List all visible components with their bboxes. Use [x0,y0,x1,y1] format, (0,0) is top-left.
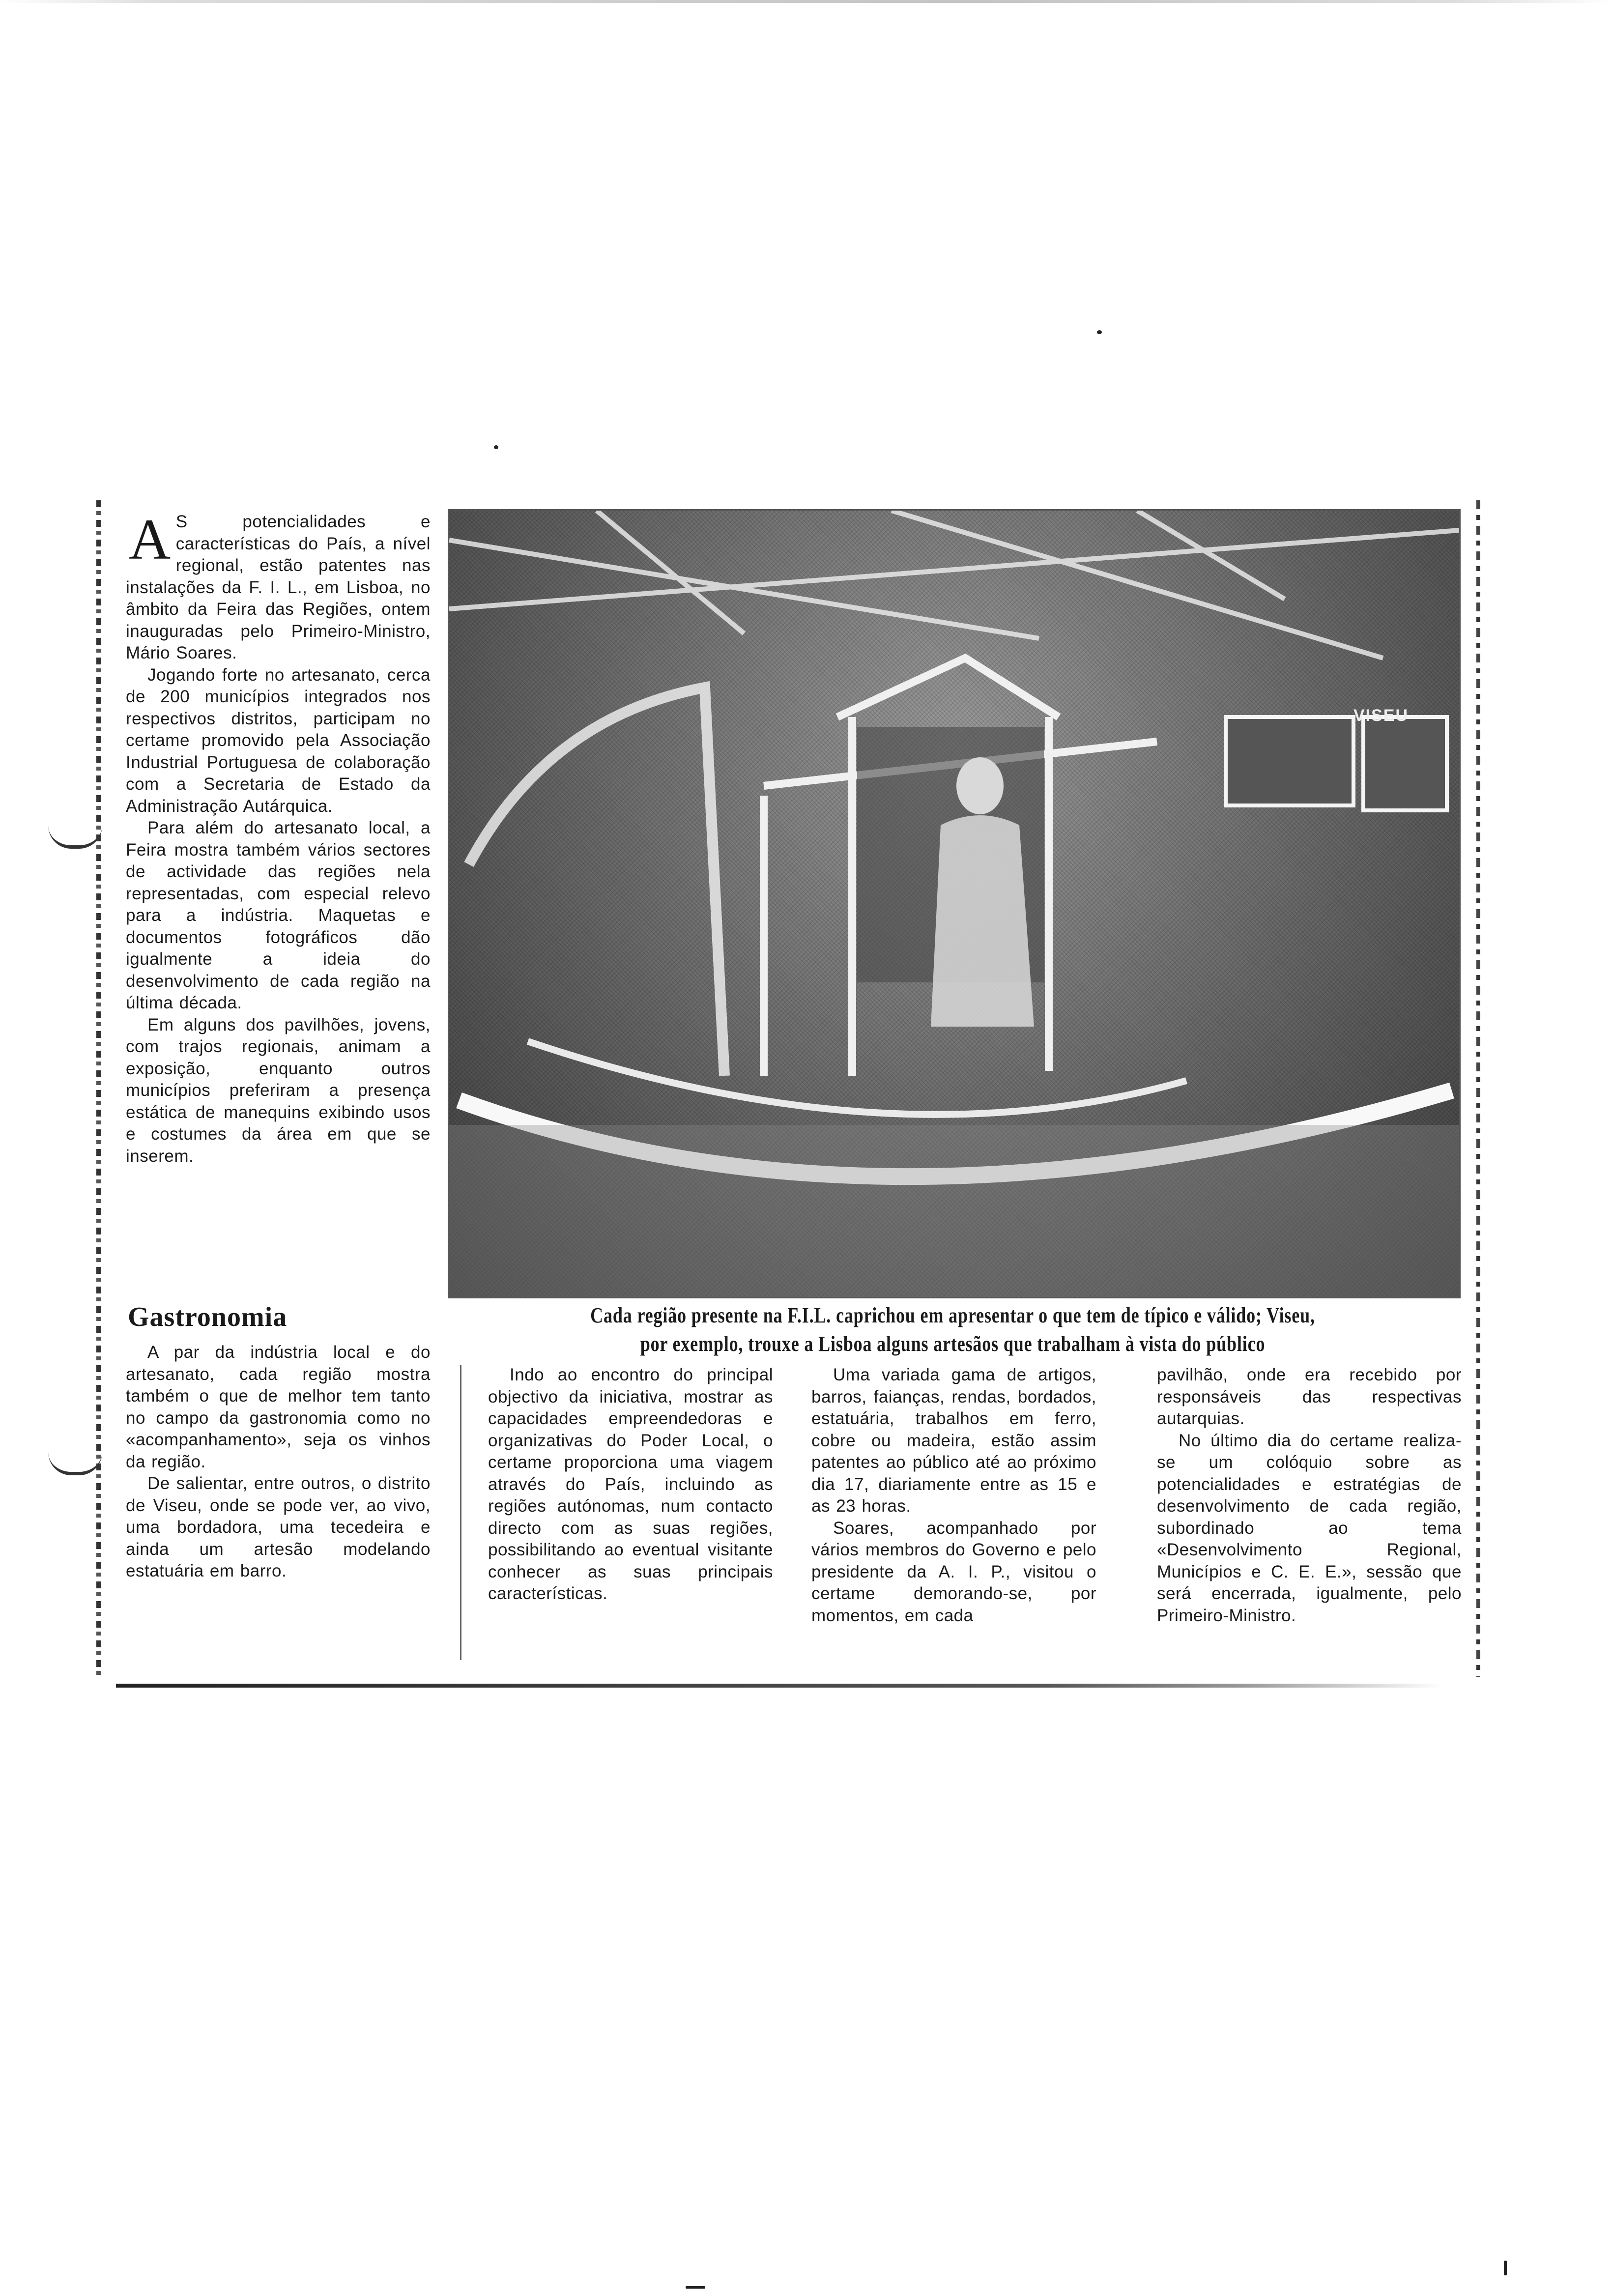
photo-scene [449,511,1459,1297]
newspaper-clipping [96,500,1482,1692]
caption-line: por exemplo, trouxe a Lisboa alguns artesãos que trabalham à vista do público [640,1332,1266,1356]
punch-hole-mark [48,826,102,849]
lead-paragraph: Jogando forte no artesanato, cerca de 200 municípios integrados nos respectivos distritos, participam no certame promovido pela Associação Industrial Portuguesa de colaboração com a Secretaria de Estado da Administração Autárquica. [126,665,431,816]
scan-speck [1504,2261,1507,2275]
punch-hole-mark [48,1452,102,1475]
scan-speck [1097,330,1102,334]
scan-speck [494,445,498,449]
gastronomia-column [126,1342,431,1582]
body-paragraph: Indo ao encontro do principal objectivo da iniciativa, mostrar as capacidades empreendedoras e organizativas do Poder Local, o certame proporciona uma viagem através do País, incluindo as regiões autónomas, num contacto directo com as suas regiões, possibilitando ao eventual visitante conhecer as suas principais características. [488,1365,773,1603]
drop-cap: A [129,507,171,572]
feira-photo [448,509,1461,1298]
body-column-4 [1157,1364,1462,1627]
photo-caption [539,1301,1367,1358]
wall-pictures [1226,717,1447,810]
roof-trusses [449,511,1459,658]
lead-paragraph: Para além do artesanato local, a Feira mostra também vários sectores de actividade das regiões nela representadas, com especial relevo para a indústria. Maquetas e documentos fotográficos dão igualmente a ideia do desenvolvimento de cada região na última década. [126,818,431,1012]
body-paragraph: pavilhão, onde era recebido por responsáveis das respectivas autarquias. [1157,1365,1462,1428]
body-paragraph: Uma variada gama de artigos, barros, faianças, rendas, bordados, estatuária, trabalhos em ferro, cobre ou madeira, estão assim patentes ao público até ao próximo dia 17, diariamente entre as 15 e as 23 horas. [811,1365,1096,1516]
clipping-cut-edge [96,500,101,1680]
scan-speck [686,2286,705,2289]
clipping-cut-edge [1476,500,1480,1677]
lead-paragraph: A S potencialidades e características do País, a nível regional, estão patentes nas instalações da F. I. L., em Lisboa, no âmbito da Feira das Regiões, ontem inauguradas pelo Primeiro-Ministro, Mário Soares. [126,507,431,662]
gastronomia-heading: Gastronomia [128,1302,288,1332]
lead-column [126,507,431,1167]
lead-paragraph: Em alguns dos pavilhões, jovens, com trajos regionais, animam a exposição, enquanto outros municípios preferiram a presença estática de manequins exibindo usos e costumes da área em que se inserem. [126,1015,431,1166]
caption-line: Cada região presente na F.I.L. caprichou em apresentar o que tem de típico e válido; Viseu, [590,1303,1315,1327]
body-column-2 [488,1364,773,1605]
gastronomia-paragraph: A par da indústria local e do artesanato, cada região mostra também o que de melhor tem tanto no campo da gastronomia como no «acompanhamento», seja os vinhos da região. [126,1343,431,1471]
scan-edge-artifact [0,0,1612,3]
body-paragraph: Soares, acompanhado por vários membros do Governo e pelo presidente da A. I. P., visitou o certame demorando-se, por momentos, em cada [811,1518,1096,1625]
viseu-sign: VISEU [1353,706,1409,725]
body-column-3 [811,1364,1096,1627]
body-paragraph: No último dia do certame realiza-se um colóquio sobre as potencialidades e estratégias de desenvolvimento de cada região, subordinado ao tema «Desenvolvimento Regional, Municípios e C. E. E.», sessão que será encerrada, igualmente, pelo Primeiro-Ministro. [1157,1431,1462,1625]
clipping-bottom-rule [116,1684,1443,1688]
gastronomia-paragraph: De salientar, entre outros, o distrito de Viseu, onde se pode ver, ao vivo, uma bordadora, uma tecedeira e ainda um artesão modelando estatuária em barro. [126,1474,431,1580]
column-rule [460,1365,461,1660]
